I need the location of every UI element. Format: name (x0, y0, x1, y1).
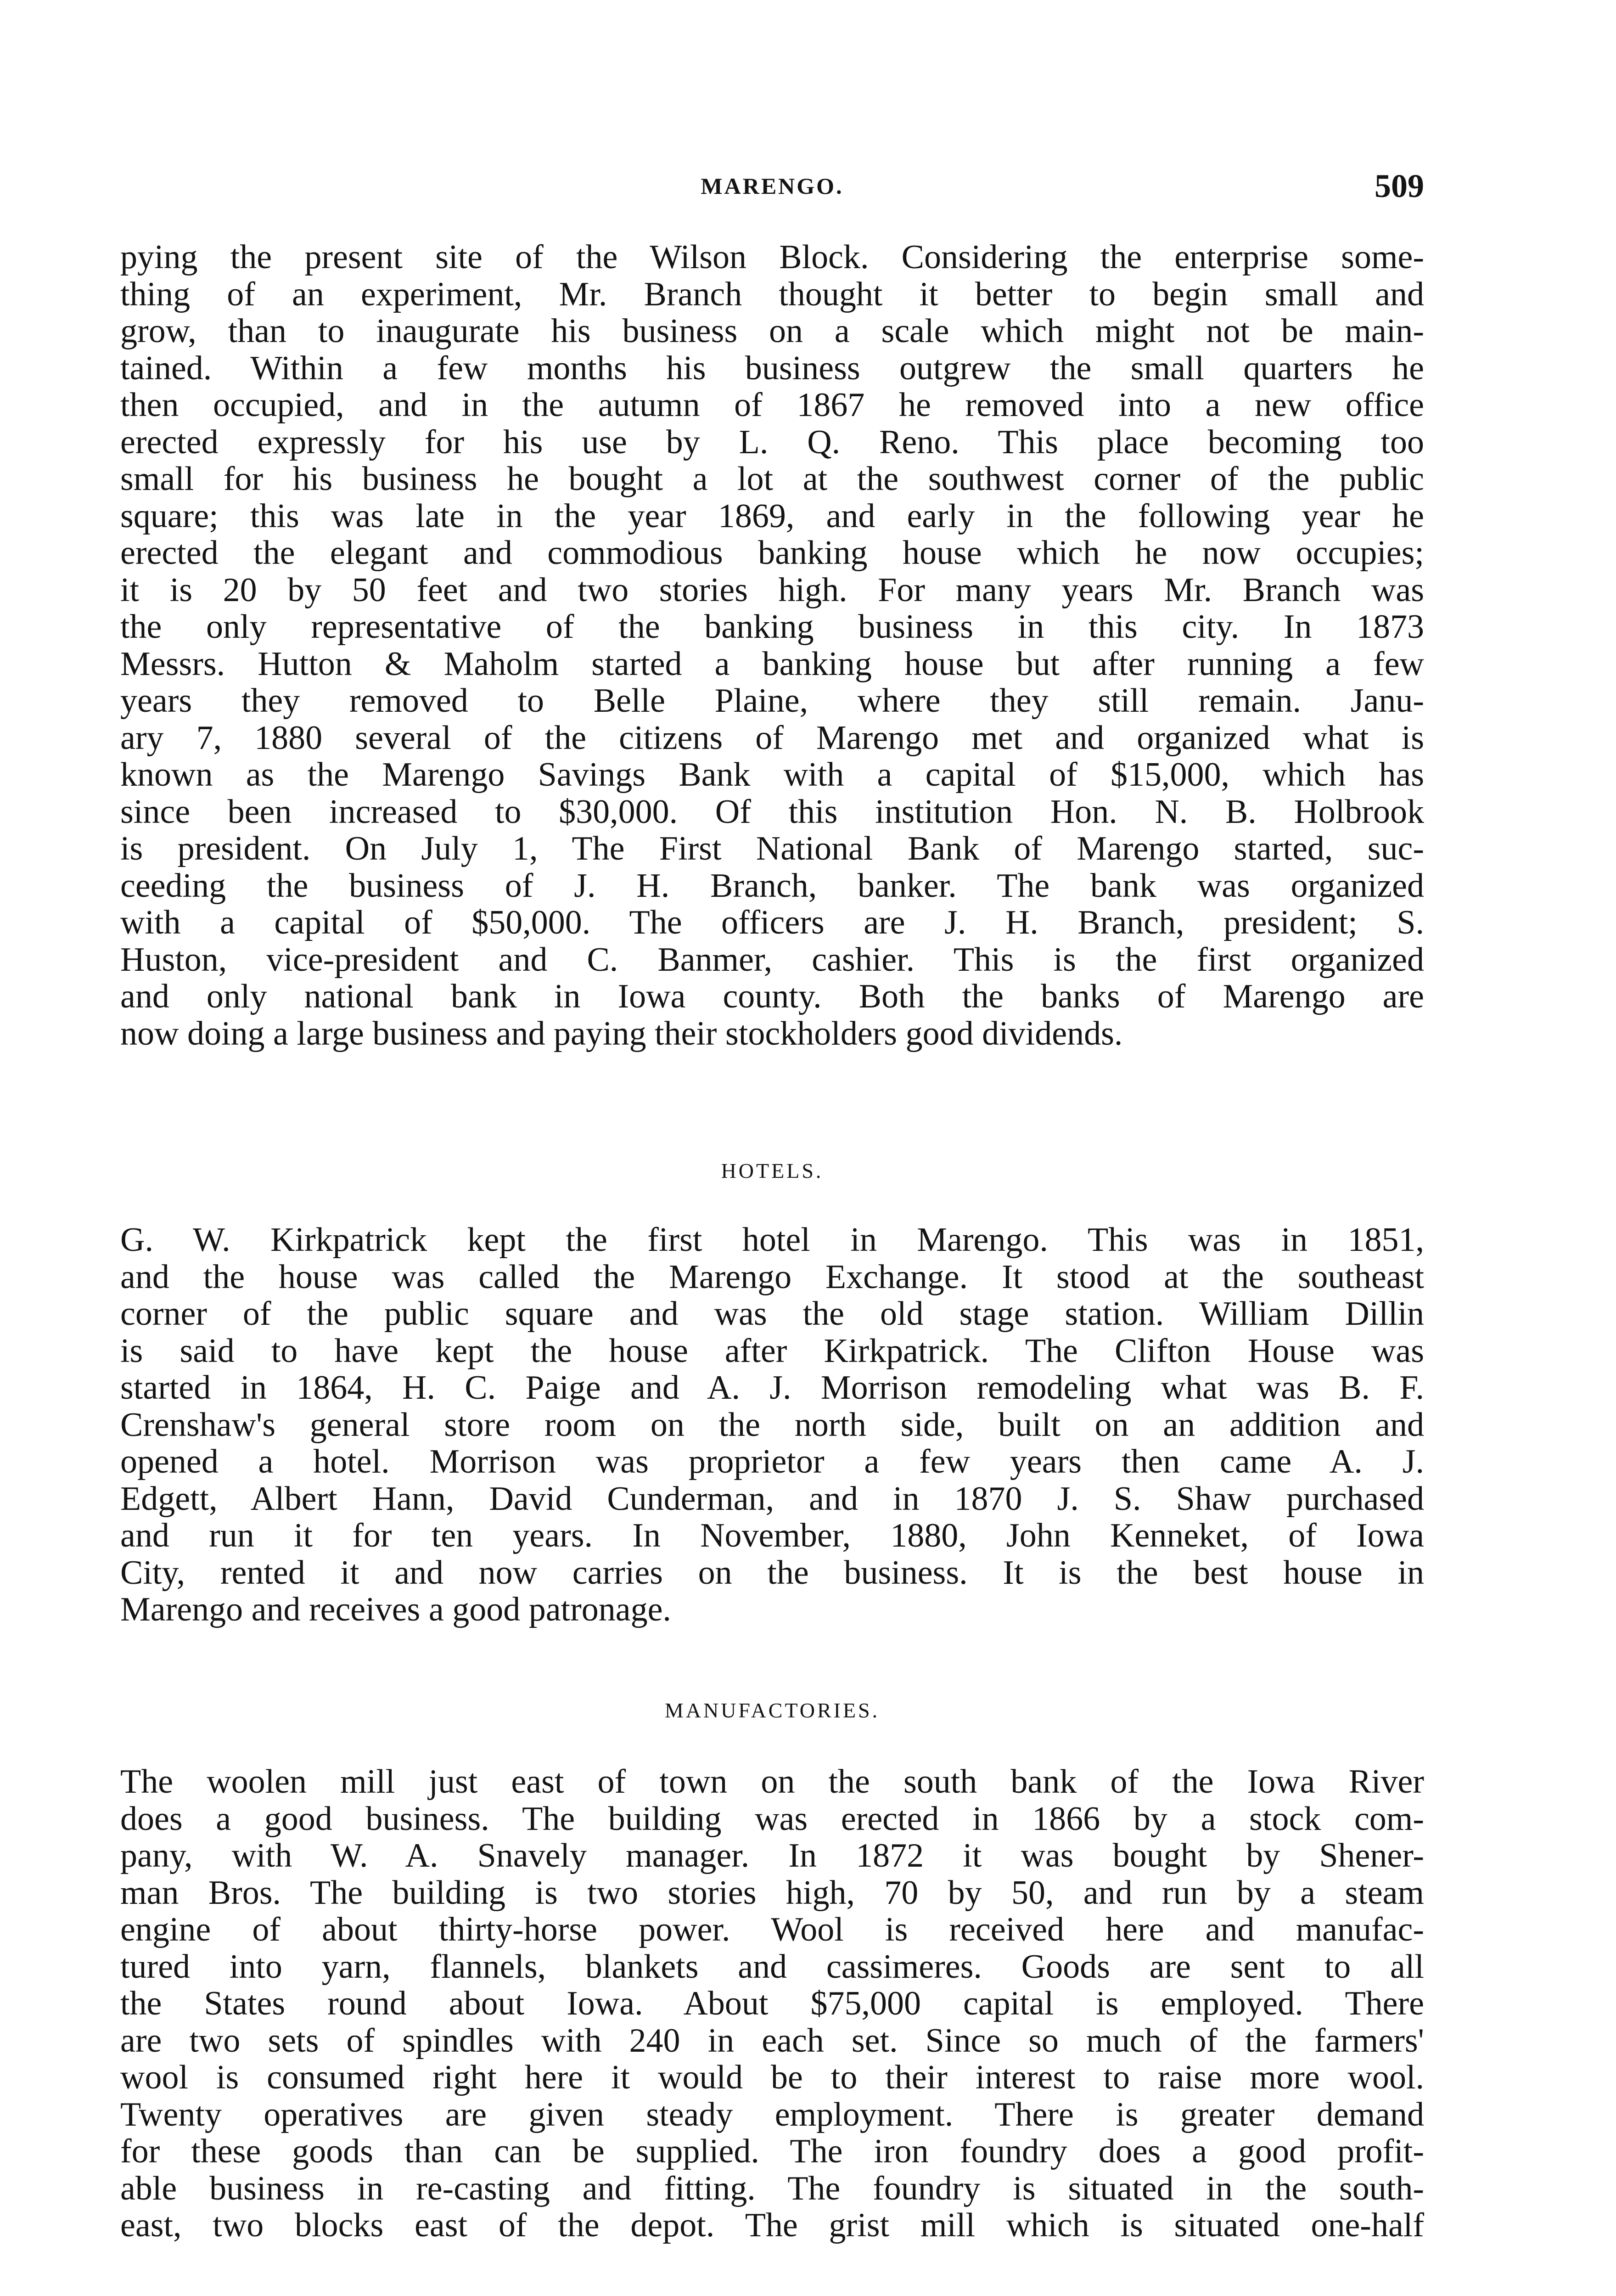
text-line: are two sets of spindles with 240 in each set. Since so much of the farmers' (120, 2021, 1424, 2060)
text-line: does a good business. The building was erected in 1866 by a stock com- (120, 1800, 1424, 1838)
text-line: grow, than to inaugurate his business on a scale which might not be main- (120, 312, 1424, 350)
text-line: tured into yarn, flannels, blankets and cassimeres. Goods are sent to all (120, 1947, 1424, 1986)
text-line: and the house was called the Marengo Exchange. It stood at the southeast (120, 1258, 1424, 1296)
text-line: Twenty operatives are given steady employment. There is greater demand (120, 2095, 1424, 2133)
text-line: Crenshaw's general store room on the north side, built on an addition and (120, 1406, 1424, 1444)
banking-paragraph (120, 239, 1424, 1052)
text-line: the States round about Iowa. About $75,000 capital is employed. There (120, 1985, 1424, 2022)
running-title: MARENGO. (701, 173, 844, 199)
text-line: man Bros. The building is two stories high, 70 by 50, and run by a steam (120, 1874, 1424, 1912)
text-line: and run it for ten years. In November, 1880, John Kenneket, of Iowa (120, 1517, 1424, 1554)
manufactories-paragraph (120, 1763, 1424, 2244)
text-line: small for his business he bought a lot at the southwest corner of the public (120, 460, 1424, 498)
text-line: is said to have kept the house after Kirkpatrick. The Clifton House was (120, 1332, 1424, 1370)
text-line: now doing a large business and paying their stockholders good dividends. (120, 1014, 1123, 1052)
text-line: City, rented it and now carries on the business. It is the best house in (120, 1553, 1424, 1592)
text-line: and only national bank in Iowa county. Both the banks of Marengo are (120, 978, 1424, 1015)
text-line: square; this was late in the year 1869, and early in the following year he (120, 497, 1424, 535)
text-line: The woolen mill just east of town on the south bank of the Iowa River (120, 1763, 1424, 1801)
text-line: it is 20 by 50 feet and two stories high. For many years Mr. Branch was (120, 571, 1424, 609)
text-line: engine of about thirty-horse power. Wool is received here and manufac- (120, 1911, 1424, 1948)
text-line: erected the elegant and commodious banking house which he now occupies; (120, 534, 1424, 572)
text-line: pany, with W. A. Snavely manager. In 1872 it was bought by Shener- (120, 1837, 1424, 1874)
text-line: Huston, vice-president and C. Banmer, cashier. This is the first organized (120, 940, 1424, 979)
text-line: known as the Marengo Savings Bank with a capital of $15,000, which has (120, 756, 1424, 793)
text-line: able business in re-casting and fitting. The foundry is situated in the south- (120, 2169, 1424, 2207)
hotels-heading: HOTELS. (721, 1159, 824, 1182)
text-line: then occupied, and in the autumn of 1867 he removed into a new office (120, 386, 1424, 424)
text-line: ceeding the business of J. H. Branch, banker. The bank was organized (120, 867, 1424, 905)
text-line: Edgett, Albert Hann, David Cunderman, and in 1870 J. S. Shaw purchased (120, 1480, 1424, 1518)
text-line: years they removed to Belle Plaine, where they still remain. Janu- (120, 682, 1424, 720)
text-line: Marengo and receives a good patronage. (120, 1591, 671, 1628)
text-line: ary 7, 1880 several of the citizens of Marengo met and organized what is (120, 719, 1424, 757)
text-line: pying the present site of the Wilson Block. Considering the enterprise some- (120, 238, 1424, 276)
text-line: wool is consumed right here it would be to their interest to raise more wool. (120, 2059, 1424, 2096)
text-line: opened a hotel. Morrison was proprietor a few years then came A. J. (120, 1443, 1424, 1480)
text-line: the only representative of the banking business in this city. In 1873 (120, 608, 1424, 646)
text-line: G. W. Kirkpatrick kept the first hotel in Marengo. This was in 1851, (120, 1221, 1424, 1259)
text-line: tained. Within a few months his business outgrew the small quarters he (120, 349, 1424, 387)
text-line: erected expressly for his use by L. Q. Reno. This place becoming too (120, 423, 1424, 461)
text-line: corner of the public square and was the old stage station. William Dillin (120, 1295, 1424, 1333)
text-line: since been increased to $30,000. Of this institution Hon. N. B. Holbrook (120, 793, 1424, 831)
text-line: with a capital of $50,000. The officers are J. H. Branch, president; S. (120, 904, 1424, 941)
manufactories-heading: MANUFACTORIES. (664, 1699, 880, 1722)
text-line: thing of an experiment, Mr. Branch thought it better to begin small and (120, 275, 1424, 313)
page-number: 509 (1375, 168, 1424, 204)
text-line: Messrs. Hutton & Maholm started a banking house but after running a few (120, 645, 1424, 683)
text-line: started in 1864, H. C. Paige and A. J. Morrison remodeling what was B. F. (120, 1369, 1424, 1407)
hotels-paragraph (120, 1221, 1424, 1628)
text-line: east, two blocks east of the depot. The grist mill which is situated one-half (120, 2206, 1424, 2244)
text-line: is president. On July 1, The First National Bank of Marengo started, suc- (120, 830, 1424, 867)
text-line: for these goods than can be supplied. The iron foundry does a good profit- (120, 2133, 1424, 2170)
running-head (120, 168, 1424, 204)
